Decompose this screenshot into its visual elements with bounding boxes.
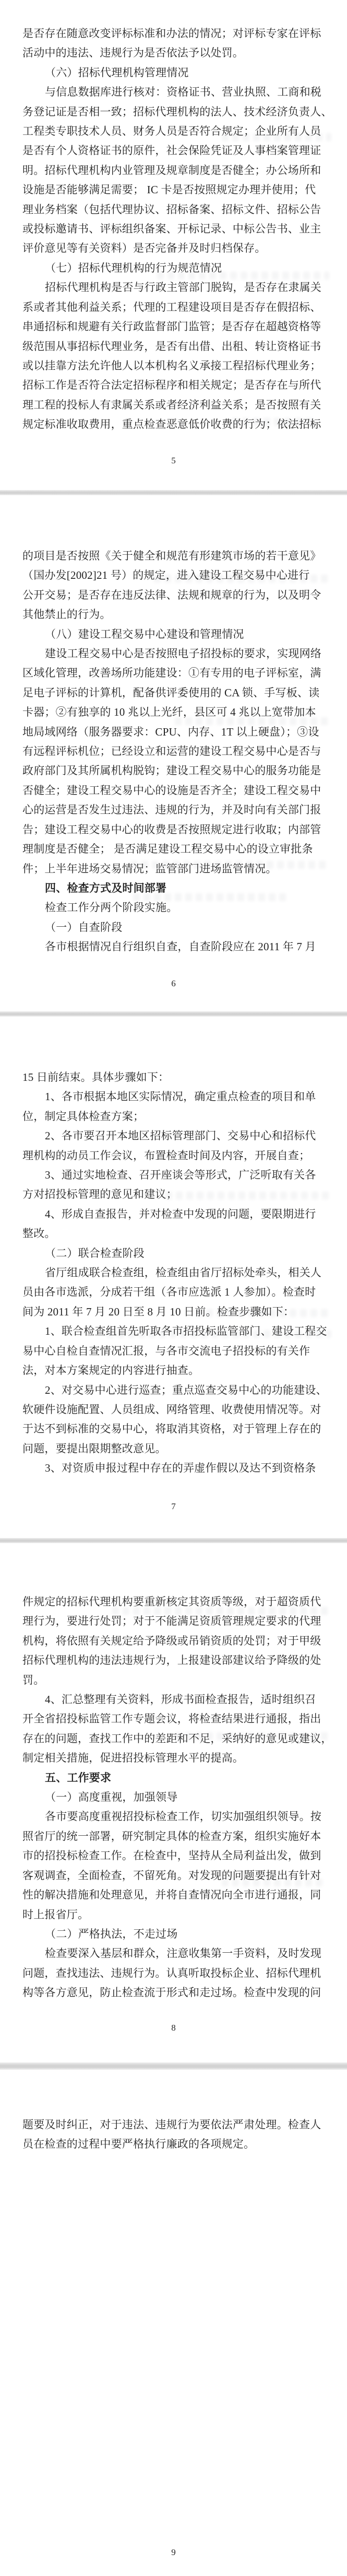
text-line: 工程类专职技术人员、财务人员是否符合规定；企业所有人员 bbox=[22, 125, 321, 138]
text-line: 理工程的投标人有隶属关系或者经济利益关系；是否按照有关 bbox=[22, 398, 321, 411]
text-line: 机构，将依照有关规定给予降级或吊销资质的处罚；对于甲级 bbox=[22, 1634, 321, 1647]
text-line: （二）严格执法，不走过场 bbox=[45, 1927, 178, 1940]
text-line: 级范围从事招标代理业务，是否有出借、出租、转让资格证书 bbox=[22, 340, 321, 353]
text-line: 规定标准收取费用，重点检查恶意低价收费的行为；依法招标 bbox=[22, 418, 321, 431]
text-line: 2、各市要召开本地区招标管理部门、交易中心和招标代 bbox=[45, 1129, 316, 1143]
text-line: 有远程评标机位；已经设立和运营的建设工程交易中心是否与 bbox=[22, 745, 321, 758]
text-line: 招标代理机构的违法违规行为，上报建设部建议给予降级的处 bbox=[22, 1654, 321, 1667]
text-line: （八）建设工程交易中心建设和管理情况 bbox=[45, 627, 244, 640]
page-text-block bbox=[0, 0, 347, 435]
text-line: （国办发[2002]21 号）的规定，进入建设工程交易中心进行 bbox=[22, 569, 310, 582]
text-line: 性的解决措施和处理意见，并将自查情况向全市进行通报，同 bbox=[22, 1889, 321, 1902]
text-line: 是否存在随意改变评标标准和办法的情况；对评标专家在评标 bbox=[22, 27, 321, 40]
text-line: 足电子评标的计算机，配备供评委使用的 CA 锁、手写板、读 bbox=[22, 686, 320, 699]
page-number: 5 bbox=[171, 456, 176, 465]
text-line: 理业务档案（包括代理协议、招标备案、招标文件、招标公告 bbox=[22, 203, 321, 216]
text-line: 软硬件设施配置、人员组成、网络管理、收费使用情况等。对 bbox=[22, 1403, 321, 1416]
page-text-block bbox=[0, 2070, 347, 2154]
text-line: 时上报省厅。 bbox=[22, 1908, 89, 1921]
text-line: 建设工程交易中心是否按照电子招投标的要求，实现网络 bbox=[45, 647, 321, 660]
document-page bbox=[0, 1017, 347, 1538]
section-heading: 五、工作要求 bbox=[45, 1771, 112, 1784]
text-line: 4、汇总整理有关资料，形成书面检查报告，适时组织召 bbox=[45, 1693, 316, 1706]
text-line: 4、形成自查报告，并对检查中发现的问题，要限期进行 bbox=[45, 1207, 316, 1220]
text-line: 评价意见等有关资料）是否完备并及时归档保存。 bbox=[22, 242, 266, 255]
text-line: 是否有个人资格证书的原件，社会保险凭证及人事档案管理证 bbox=[22, 144, 321, 157]
page-text-block bbox=[0, 1017, 347, 1478]
document-page bbox=[0, 0, 347, 490]
text-line: 照省厅的统一部署，研究制定具体的检查方案，组织实施好本 bbox=[22, 1829, 321, 1843]
text-line: 检查工作分两个阶段实施。 bbox=[45, 901, 178, 914]
text-line: 政府部门及其所属机构脱钩；建设工程交易中心的服务功能是 bbox=[22, 764, 321, 777]
document-page bbox=[0, 1543, 347, 2062]
page-text-block bbox=[0, 495, 347, 957]
text-line: 市的招投标检查工作。在检查中，坚持从全局利益出发，做到 bbox=[22, 1849, 321, 1862]
page-number: 8 bbox=[171, 2023, 176, 2033]
text-line: 理行为，要进行处罚；对于不能满足资质管理规定要求的代理 bbox=[22, 1615, 321, 1628]
page-number: 6 bbox=[171, 978, 176, 988]
text-line: 公开交易；是否存在违反法律、法规和规章的行为，以及明令 bbox=[22, 588, 321, 601]
text-line: 各市根据情况自行组织自查，自查阶段应在 2011 年 7 月 bbox=[45, 940, 316, 953]
text-line: 务登记证是否相一致；招标代理机构的法人、技术经济负责人、 bbox=[22, 105, 332, 118]
text-line: （一）高度重视，加强领导 bbox=[45, 1791, 178, 1804]
text-line: 招标代理机构是否与行政主管部门脱钩，是否存在隶属关 bbox=[45, 281, 321, 294]
text-line: 告；建设工程交易中心的收费是否按照规定进行收取；内部管 bbox=[22, 823, 321, 836]
text-line: 串通招标和规避有关行政监督部门监管；是否存在超越资格等 bbox=[22, 320, 321, 333]
page-separator bbox=[0, 1538, 347, 1543]
text-line: （七）招标代理机构的行为规范情况 bbox=[45, 261, 222, 274]
text-line: 卡器；②有独享的 10 兆以上光纤，县区可 4 兆以上宽带加本 bbox=[22, 706, 316, 719]
page-separator bbox=[0, 490, 347, 495]
text-line: 罚。 bbox=[22, 1673, 45, 1686]
text-line: 存在的问题，查找工作中的差距和不足，采纳好的意见或建议， bbox=[22, 1732, 332, 1745]
text-line: 构等各方意见，防止检查流于形式和走过场。检查中发现的问 bbox=[22, 1986, 321, 1999]
text-line: 明。招标代理机构内业管理及规章制度是否健全；办公场所和 bbox=[22, 164, 321, 177]
text-line: 位，制定具体检查方案； bbox=[22, 1110, 145, 1123]
text-line: 开全省招投标监管工作专题会议，将检查结果进行通报，指出 bbox=[22, 1712, 321, 1726]
text-line: 省厅组成联合检查组，检查组由省厅招标处牵头，相关人 bbox=[45, 1266, 321, 1279]
text-line: 设施是否能够满足需要； IC 卡是否按照规定办理并使用；代 bbox=[22, 183, 316, 196]
text-line: 与信息数据库进行核对：资格证书、营业执照、工商和税 bbox=[45, 86, 321, 99]
text-line: 各市要高度重视招投标检查工作，切实加强组织领导。按 bbox=[45, 1810, 321, 1823]
document-page bbox=[0, 495, 347, 1011]
section-heading: 四、检查方式及时间部署 bbox=[45, 881, 167, 894]
text-line: 心的运营是否发生过违法、违规的行为，并及时向有关部门报 bbox=[22, 803, 321, 817]
text-line: 理机构的动员工作会议，布置检查时间及内容，开展自查； bbox=[22, 1149, 310, 1162]
document-page bbox=[0, 2070, 347, 2576]
text-line: 方对招投标管理的意见和建议； bbox=[22, 1188, 177, 1201]
text-line: 理制度是否健全； 是否满足建设工程交易中心的设立审批条 bbox=[22, 843, 313, 856]
page-number: 7 bbox=[171, 1501, 176, 1511]
text-line: 3、通过实地检查、召开座谈会等形式，广泛听取有关各 bbox=[45, 1169, 316, 1182]
text-line: 客观调查，全面检查，不留死角。对发现的问题要提出有针对 bbox=[22, 1869, 321, 1882]
text-line: 活动中的违法、违规行为是否依法予以处罚。 bbox=[22, 46, 244, 60]
text-line: 或以挂靠方法允许他人以本机构名义承接工程招标代理业务； bbox=[22, 359, 321, 372]
text-line: 问题，查找违法、违规行为。认真听取投标企业、招标代理机 bbox=[22, 1966, 321, 1979]
text-line: 问题，要提出限期整改意见。 bbox=[22, 1442, 166, 1455]
text-line: 3、对资质申报过程中存在的弄虚作假以及达不到资格条 bbox=[45, 1462, 316, 1475]
page-separator bbox=[0, 1011, 347, 1017]
text-line: 题要及时纠正，对于违法、违规行为要依法严肃处理。检查人 bbox=[22, 2118, 321, 2131]
text-line: 的项目是否按照《关于健全和规范有形建筑市场的若干意见》 bbox=[22, 550, 321, 562]
text-line: 件规定的招标代理机构要重新核定其资质等级，对于超资质代 bbox=[22, 1595, 321, 1608]
text-line: 2、对交易中心进行巡查；重点巡查交易中心的功能建设、 bbox=[45, 1383, 327, 1396]
text-line: 或投标邀请书、评标组织备案、开标记录、中标公告书、业主 bbox=[22, 223, 321, 236]
text-line: 区域化管理，改善场所功能建设：①有专用的电子评标室，满 bbox=[22, 667, 321, 680]
page-separator bbox=[0, 2062, 347, 2070]
text-line: 系或者其他利益关系；代理的工程建设项目是否存在假招标、 bbox=[22, 300, 321, 313]
text-line: 15 日前结束。具体步骤如下： bbox=[22, 1071, 170, 1083]
text-line: 1、各市根据本地区实际情况，确定重点检查的项目和单 bbox=[45, 1090, 316, 1103]
text-line: 件；上半年进场交易情况；监管部门进场监管情况。 bbox=[22, 862, 277, 875]
text-line: 招标工作是否符合法定招标程序和相关规定；是否存在与所代 bbox=[22, 379, 321, 392]
text-line: （二）联合检查阶段 bbox=[45, 1246, 145, 1260]
page-text-block bbox=[0, 1543, 347, 2003]
text-line: 间为 2011 年 7 月 20 日至 8 月 10 日前。检查步骤如下： bbox=[22, 1305, 295, 1318]
text-line: 员由各市选派，分成若干组（各市应选派 1 人参加）。检查时 bbox=[22, 1286, 316, 1299]
page-number: 9 bbox=[171, 2547, 176, 2557]
text-line: 地局域网络（服务器要求：CPU、内存、1T 以上硬盘）；③设 bbox=[22, 725, 319, 738]
text-line: 否健全；建设工程交易中心的设施是否齐全；建设工程交易中 bbox=[22, 784, 321, 797]
text-line: 易中心自检自查情况汇报，与各市交流电子招投标的有关作 bbox=[22, 1344, 310, 1357]
text-line: （六）招标代理机构管理情况 bbox=[45, 66, 189, 79]
text-line: 员在检查的过程中要严格执行廉政的各项规定。 bbox=[22, 2138, 255, 2151]
text-line: 1、联合检查组首先听取各市招投标监管部门、建设工程交 bbox=[45, 1325, 327, 1338]
text-line: 其他禁止的行为。 bbox=[22, 608, 111, 621]
text-line: 于达不到标准的交易中心，将取消其资格，对于管理上存在的 bbox=[22, 1423, 321, 1436]
text-line: （一）自查阶段 bbox=[45, 920, 123, 934]
text-line: 制定相关措施，促进招投标管理水平的提高。 bbox=[22, 1752, 244, 1765]
text-line: 整改。 bbox=[22, 1227, 56, 1240]
text-line: 检查要深入基层和群众，注意收集第一手资料，及时发现 bbox=[45, 1947, 321, 1960]
text-line: 法，对本方案规定的内容进行抽查。 bbox=[22, 1364, 200, 1377]
